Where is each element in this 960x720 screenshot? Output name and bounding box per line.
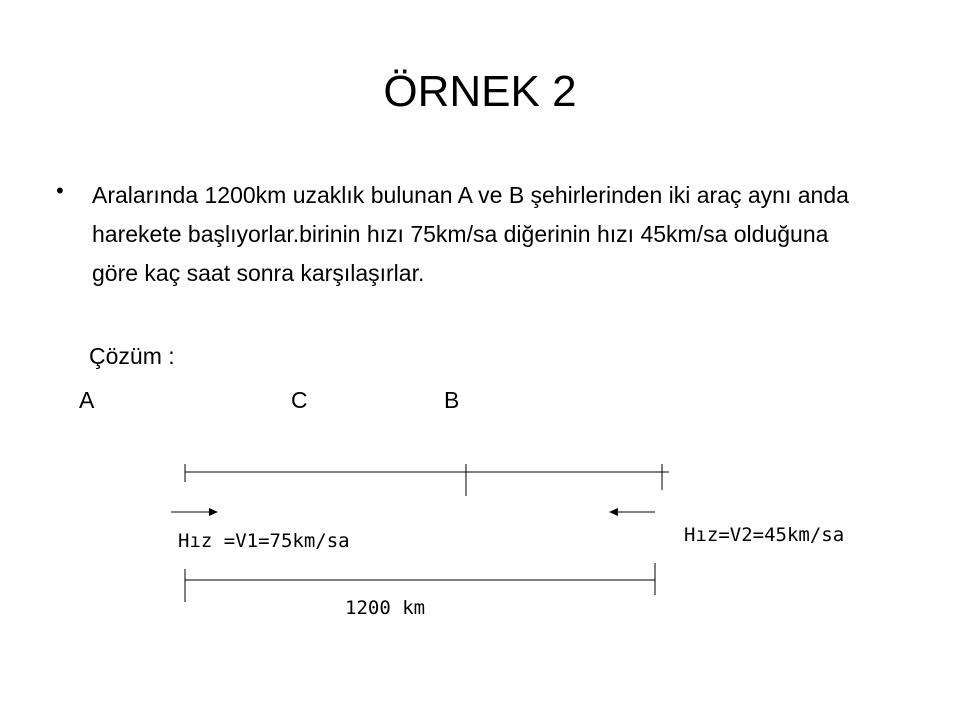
bullet-marker: • bbox=[56, 178, 64, 203]
left-arrow-icon bbox=[609, 508, 655, 516]
point-b-label: B bbox=[444, 387, 460, 413]
problem-text: Aralarında 1200km uzaklık bulunan A ve B şehirlerinden iki araç aynı anda harekete başlıyorlar.birinin hızı 75km/sa diğerinin hızı 45km/sa olduğuna göre kaç saat sonra karşılaşırlar. bbox=[92, 182, 849, 286]
point-a-label: A bbox=[79, 387, 95, 413]
right-arrow-icon bbox=[171, 508, 218, 516]
point-c-label: C bbox=[291, 387, 308, 413]
speed-a-label: Hız =V1=75km/sa bbox=[178, 530, 350, 552]
speed-b-label: Hız=V2=45km/sa bbox=[684, 524, 845, 546]
distance-label: 1200 km bbox=[345, 597, 426, 619]
solution-label: Çözüm : bbox=[89, 343, 175, 369]
slide-title: ÖRNEK 2 bbox=[383, 67, 577, 116]
